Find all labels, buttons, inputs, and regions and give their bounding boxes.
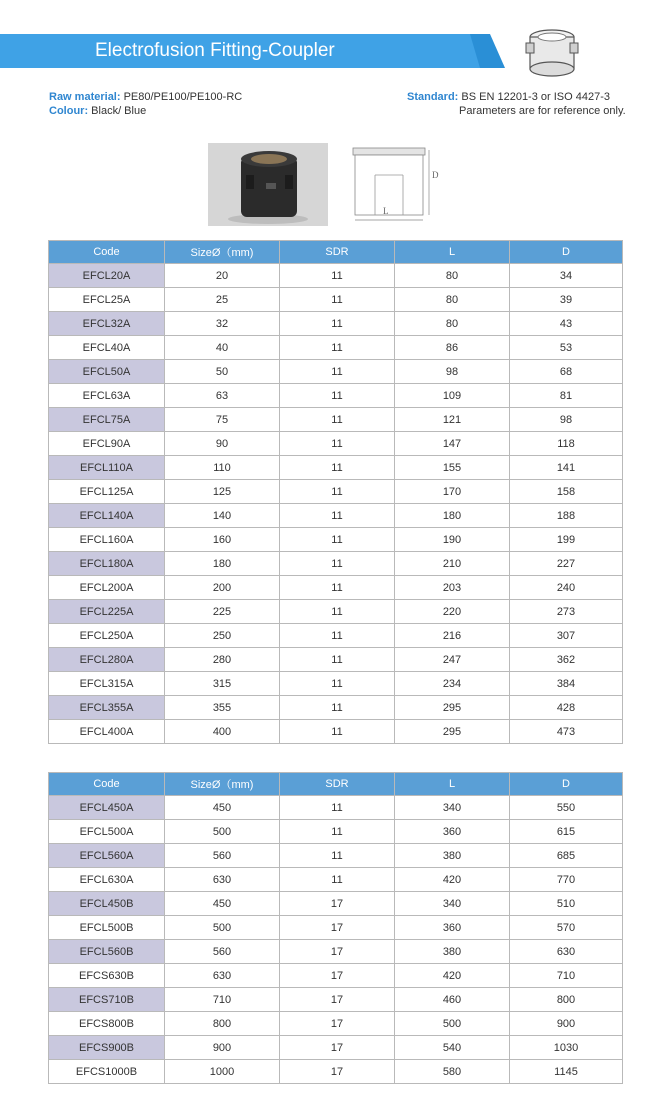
table-cell: 1145 [510,1060,623,1084]
table-cell: 450 [165,892,280,916]
table-cell: 17 [280,892,395,916]
code-cell: EFCL280A [49,648,165,672]
table-cell: 125 [165,480,280,504]
title-banner [0,34,505,68]
table-row [49,456,623,480]
table-cell: 770 [510,868,623,892]
table-cell: 800 [165,1012,280,1036]
table-cell: 11 [280,624,395,648]
table-row [49,916,623,940]
table-cell: 25 [165,288,280,312]
table-row [49,720,623,744]
table-cell: 160 [165,528,280,552]
table-cell: 420 [395,868,510,892]
table-cell: 384 [510,672,623,696]
code-cell: EFCL355A [49,696,165,720]
table-cell: 685 [510,844,623,868]
coupler-thumbnail-image [522,27,582,81]
code-cell: EFCS800B [49,1012,165,1036]
code-cell: EFCL500A [49,820,165,844]
table-cell: 155 [395,456,510,480]
table-row [49,552,623,576]
table-row [49,672,623,696]
table-row [49,844,623,868]
table-header-row [49,241,623,264]
table-cell: 500 [165,820,280,844]
table-cell: 11 [280,696,395,720]
table-cell: 75 [165,408,280,432]
table-cell: 11 [280,432,395,456]
table-cell: 188 [510,504,623,528]
column-header: SizeØ（mm) [165,241,280,264]
standard-line [407,91,610,104]
table-cell: 203 [395,576,510,600]
table-cell: 180 [165,552,280,576]
table-cell: 307 [510,624,623,648]
table-cell: 362 [510,648,623,672]
standard-label: Standard: [407,91,459,103]
code-cell: EFCL40A [49,336,165,360]
table-cell: 500 [395,1012,510,1036]
table-cell: 220 [395,600,510,624]
table-cell: 11 [280,480,395,504]
reference-note: Parameters are for reference only. [459,105,626,117]
table-row [49,964,623,988]
table-cell: 560 [165,940,280,964]
code-cell: EFCS1000B [49,1060,165,1084]
code-cell: EFCL225A [49,600,165,624]
code-cell: EFCL90A [49,432,165,456]
table-cell: 17 [280,1060,395,1084]
table-cell: 710 [165,988,280,1012]
column-header: L [395,773,510,796]
code-cell: EFCL630A [49,868,165,892]
table-row [49,820,623,844]
table-cell: 11 [280,528,395,552]
table-cell: 147 [395,432,510,456]
table-cell: 80 [395,264,510,288]
dimension-d-label: D [432,170,439,180]
code-cell: EFCS630B [49,964,165,988]
table-cell: 450 [165,796,280,820]
table-cell: 80 [395,288,510,312]
table-cell: 43 [510,312,623,336]
table-row [49,576,623,600]
table-cell: 225 [165,600,280,624]
table-cell: 630 [165,868,280,892]
code-cell: EFCL160A [49,528,165,552]
table-cell: 20 [165,264,280,288]
table-cell: 615 [510,820,623,844]
raw-material-label: Raw material: [49,91,121,103]
code-cell: EFCL20A [49,264,165,288]
table-row [49,312,623,336]
table-cell: 11 [280,360,395,384]
table-cell: 210 [395,552,510,576]
table-cell: 355 [165,696,280,720]
code-cell: EFCL32A [49,312,165,336]
table-cell: 11 [280,820,395,844]
table-cell: 473 [510,720,623,744]
table-cell: 50 [165,360,280,384]
table-cell: 140 [165,504,280,528]
table-row [49,528,623,552]
code-cell: EFCL63A [49,384,165,408]
code-cell: EFCL180A [49,552,165,576]
table-cell: 630 [165,964,280,988]
column-header: SDR [280,241,395,264]
table-cell: 420 [395,964,510,988]
table-cell: 11 [280,796,395,820]
table-cell: 200 [165,576,280,600]
table-cell: 90 [165,432,280,456]
table-cell: 560 [165,844,280,868]
table-cell: 11 [280,264,395,288]
table-cell: 227 [510,552,623,576]
colour-value: Black/ Blue [91,105,147,117]
table-cell: 710 [510,964,623,988]
table-cell: 68 [510,360,623,384]
column-header: SDR [280,773,395,796]
page-title: Electrofusion Fitting-Coupler [95,40,335,61]
table-cell: 340 [395,892,510,916]
table-cell: 510 [510,892,623,916]
table-cell: 247 [395,648,510,672]
raw-material-value: PE80/PE100/PE100-RC [123,91,243,103]
table-cell: 32 [165,312,280,336]
table-cell: 17 [280,1036,395,1060]
table-row [49,1060,623,1084]
code-cell: EFCL250A [49,624,165,648]
coupler-dimension-drawing [345,140,447,226]
table-cell: 199 [510,528,623,552]
table-cell: 109 [395,384,510,408]
table-cell: 216 [395,624,510,648]
coupler-product-photo [208,143,328,226]
table-cell: 40 [165,336,280,360]
table-cell: 360 [395,820,510,844]
table-cell: 11 [280,384,395,408]
code-cell: EFCS710B [49,988,165,1012]
column-header: D [510,241,623,264]
table-cell: 63 [165,384,280,408]
table-row [49,868,623,892]
table-row [49,264,623,288]
code-cell: EFCL315A [49,672,165,696]
table-row [49,624,623,648]
table-row [49,336,623,360]
table-cell: 250 [165,624,280,648]
table-cell: 11 [280,672,395,696]
code-cell: EFCL560B [49,940,165,964]
table-cell: 360 [395,916,510,940]
code-cell: EFCL450B [49,892,165,916]
table-row [49,796,623,820]
column-header: L [395,241,510,264]
table-cell: 280 [165,648,280,672]
column-header: Code [49,773,165,796]
raw-material-line [49,91,242,104]
table-cell: 550 [510,796,623,820]
table-cell: 1000 [165,1060,280,1084]
table-header-row [49,773,623,796]
table-cell: 53 [510,336,623,360]
code-cell: EFCL125A [49,480,165,504]
code-cell: EFCL560A [49,844,165,868]
table-cell: 17 [280,940,395,964]
table-cell: 80 [395,312,510,336]
table-cell: 900 [165,1036,280,1060]
table-cell: 141 [510,456,623,480]
table-cell: 118 [510,432,623,456]
table-cell: 273 [510,600,623,624]
table-cell: 11 [280,648,395,672]
table-cell: 428 [510,696,623,720]
table-row [49,696,623,720]
table-cell: 570 [510,916,623,940]
table-row [49,480,623,504]
table-cell: 17 [280,964,395,988]
table-cell: 39 [510,288,623,312]
table-row [49,940,623,964]
colour-line [49,105,146,118]
table-cell: 11 [280,456,395,480]
table-cell: 11 [280,844,395,868]
code-cell: EFCL110A [49,456,165,480]
table-cell: 234 [395,672,510,696]
dimension-l-label: L [383,206,389,216]
table-cell: 110 [165,456,280,480]
table-cell: 11 [280,504,395,528]
table-cell: 17 [280,916,395,940]
table-cell: 98 [510,408,623,432]
table-cell: 11 [280,720,395,744]
table-cell: 11 [280,868,395,892]
table-cell: 295 [395,696,510,720]
code-cell: EFCS900B [49,1036,165,1060]
table-cell: 460 [395,988,510,1012]
table-cell: 180 [395,504,510,528]
code-cell: EFCL450A [49,796,165,820]
table-row [49,1012,623,1036]
table-row [49,648,623,672]
standard-value: BS EN 12201-3 or ISO 4427-3 [461,91,610,103]
table-cell: 11 [280,336,395,360]
code-cell: EFCL50A [49,360,165,384]
table-row [49,600,623,624]
column-header: Code [49,241,165,264]
table-cell: 295 [395,720,510,744]
table-cell: 121 [395,408,510,432]
table-cell: 11 [280,600,395,624]
code-cell: EFCL500B [49,916,165,940]
table-row [49,1036,623,1060]
table-row [49,288,623,312]
specification-table-2 [48,772,623,1084]
table-cell: 11 [280,552,395,576]
code-cell: EFCL200A [49,576,165,600]
specification-table-1 [48,240,623,744]
table-cell: 380 [395,844,510,868]
table-cell: 98 [395,360,510,384]
table-cell: 315 [165,672,280,696]
table-row [49,432,623,456]
colour-label: Colour: [49,105,89,117]
code-cell: EFCL140A [49,504,165,528]
code-cell: EFCL400A [49,720,165,744]
table-row [49,504,623,528]
table-row [49,988,623,1012]
column-header: D [510,773,623,796]
column-header: SizeØ（mm) [165,773,280,796]
table-cell: 170 [395,480,510,504]
table-cell: 1030 [510,1036,623,1060]
table-cell: 86 [395,336,510,360]
table-cell: 500 [165,916,280,940]
table-cell: 11 [280,312,395,336]
table-cell: 800 [510,988,623,1012]
code-cell: EFCL25A [49,288,165,312]
table-row [49,360,623,384]
table-cell: 34 [510,264,623,288]
table-cell: 400 [165,720,280,744]
table-cell: 580 [395,1060,510,1084]
table-cell: 380 [395,940,510,964]
table-cell: 190 [395,528,510,552]
table-cell: 11 [280,576,395,600]
table-row [49,408,623,432]
table-cell: 11 [280,408,395,432]
table-cell: 81 [510,384,623,408]
table-cell: 240 [510,576,623,600]
table-cell: 17 [280,988,395,1012]
table-cell: 540 [395,1036,510,1060]
table-cell: 158 [510,480,623,504]
table-cell: 17 [280,1012,395,1036]
table-cell: 630 [510,940,623,964]
table-cell: 11 [280,288,395,312]
code-cell: EFCL75A [49,408,165,432]
table-row [49,892,623,916]
table-cell: 340 [395,796,510,820]
table-row [49,384,623,408]
table-cell: 900 [510,1012,623,1036]
